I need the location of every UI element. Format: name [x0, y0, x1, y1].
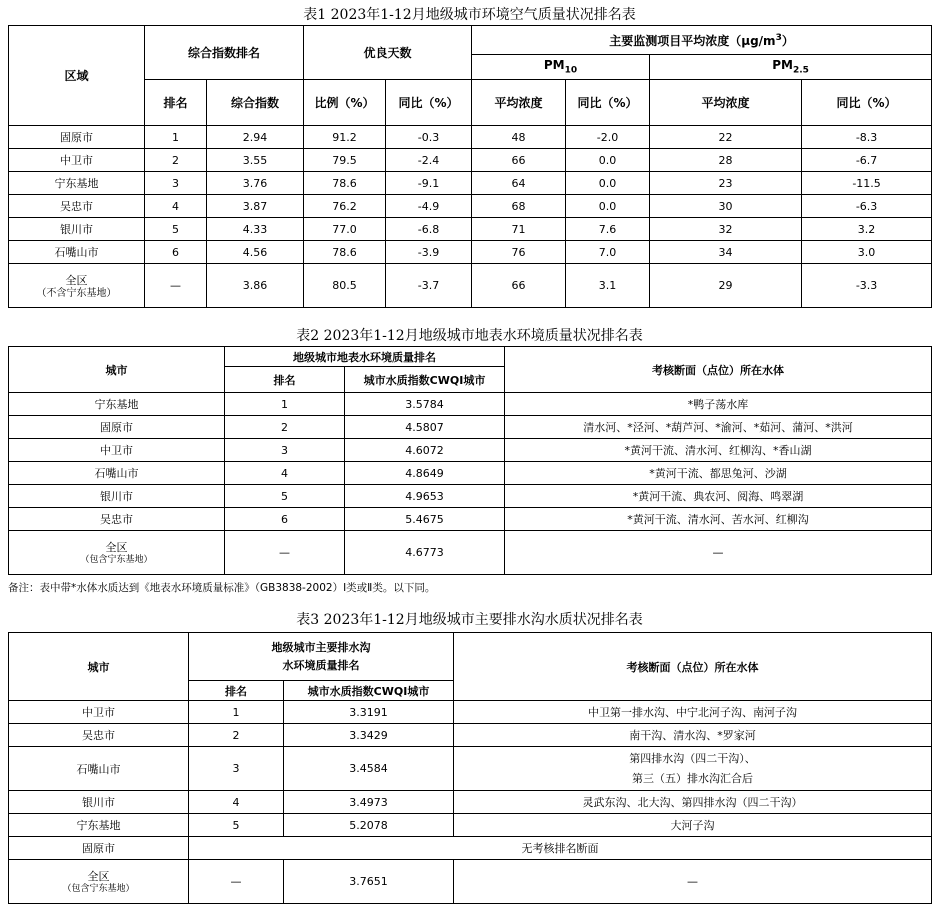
pm25-yoy-header: 同比（%） — [802, 80, 932, 126]
table-row: 宁东基地 3 3.76 78.6 -9.1 64 0.0 23 -11.5 — [9, 172, 932, 195]
water-body-header: 考核断面（点位）所在水体 — [454, 633, 932, 701]
good-days-header: 优良天数 — [304, 26, 472, 80]
cwqi-header: 城市水质指数CWQI城市 — [345, 367, 505, 393]
total-region: 全区 （不含宁东基地） — [9, 264, 145, 308]
table-row: 石嘴山市 6 4.56 78.6 -3.9 76 7.0 34 3.0 — [9, 241, 932, 264]
city-header: 城市 — [9, 347, 225, 393]
guyuan-row: 固原市 无考核排名断面 — [9, 837, 932, 860]
rank-header: 排名 — [189, 681, 284, 701]
total-city: 全区 （包含宁东基地） — [9, 860, 189, 904]
total-city: 全区 （包含宁东基地） — [9, 531, 225, 575]
city-header: 城市 — [9, 633, 189, 701]
composite-rank-header: 综合指数排名 — [145, 26, 304, 80]
table3-caption: 表3 2023年1-12月地级城市主要排水沟水质状况排名表 — [296, 612, 643, 628]
drainage-rank-header: 地级城市主要排水沟 水环境质量排名 — [189, 633, 454, 681]
table-row: 吴忠市 6 5.4675 *黄河干流、清水河、苦水河、红柳沟 — [9, 508, 932, 531]
yoy-header: 同比（%） — [386, 80, 472, 126]
total-row: 全区 （包含宁东基地） — 4.6773 — — [9, 531, 932, 575]
table-row: 固原市 1 2.94 91.2 -0.3 48 -2.0 22 -8.3 — [9, 126, 932, 149]
table-row: 石嘴山市 4 4.8649 *黄河干流、都思兔河、沙湖 — [9, 462, 932, 485]
region-header: 区域 — [9, 26, 145, 126]
pm25-avg-header: 平均浓度 — [650, 80, 802, 126]
surface-water-rank-header: 地级城市地表水环境质量排名 — [225, 347, 505, 367]
table-row: 石嘴山市 3 3.4584 第四排水沟（四二干沟）、 第三（五）排水沟汇合后 — [9, 747, 932, 791]
table-row: 中卫市 3 4.6072 *黄河干流、清水河、红柳沟、*香山湖 — [9, 439, 932, 462]
rank-header: 排名 — [225, 367, 345, 393]
table-row: 宁东基地 5 5.2078 大河子沟 — [9, 814, 932, 837]
table-row: 固原市 2 4.5807 清水河、*泾河、*葫芦河、*渝河、*茹河、蒲河、*洪河 — [9, 416, 932, 439]
table-row: 中卫市 1 3.3191 中卫第一排水沟、中宁北河子沟、南河子沟 — [9, 701, 932, 724]
total-row: 全区 （不含宁东基地） — 3.86 80.5 -3.7 66 3.1 29 -3.3 — [9, 264, 932, 308]
table-row: 银川市 5 4.33 77.0 -6.8 71 7.6 32 3.2 — [9, 218, 932, 241]
table-row: 吴忠市 2 3.3429 南干沟、清水沟、*罗家河 — [9, 724, 932, 747]
ratio-header: 比例（%） — [304, 80, 386, 126]
total-row: 全区 （包含宁东基地） — 3.7651 — — [9, 860, 932, 904]
cwqi-header: 城市水质指数CWQI城市 — [284, 681, 454, 701]
table-row: 银川市 5 4.9653 *黄河干流、典农河、阅海、鸣翠湖 — [9, 485, 932, 508]
surface-water-table — [8, 346, 932, 575]
main-pollutants-header: 主要监测项目平均浓度$(\mu g/m^3)$ — [472, 26, 932, 55]
pm25-header: $PM_{2.5}$ — [650, 55, 932, 80]
water-body-header: 考核断面（点位）所在水体 — [505, 347, 932, 393]
pm10-avg-header: 平均浓度 — [472, 80, 566, 126]
drainage-ditch-table — [8, 632, 932, 904]
rank-header: 排名 — [145, 80, 207, 126]
table1-caption: 表1 2023年1-12月地级城市环境空气质量状况排名表 — [303, 7, 636, 23]
table-row: 宁东基地 1 3.5784 *鸭子荡水库 — [9, 393, 932, 416]
no-ranking-section: 无考核排名断面 — [189, 837, 932, 860]
table2-caption: 表2 2023年1-12月地级城市地表水环境质量状况排名表 — [296, 328, 643, 344]
air-quality-table — [8, 25, 932, 308]
pm10-yoy-header: 同比（%） — [566, 80, 650, 126]
table-row: 银川市 4 3.4973 灵武东沟、北大沟、第四排水沟（四二干沟） — [9, 791, 932, 814]
table2-note: 备注：表中带*水体水质达到《地表水环境质量标准》（GB3838-2002）Ⅰ类或Ⅱ类。以下同。 — [8, 582, 436, 594]
index-header: 综合指数 — [207, 80, 304, 126]
table-row: 中卫市 2 3.55 79.5 -2.4 66 0.0 28 -6.7 — [9, 149, 932, 172]
table-row: 吴忠市 4 3.87 76.2 -4.9 68 0.0 30 -6.3 — [9, 195, 932, 218]
pm10-header: $PM_{10}$ — [472, 55, 650, 80]
